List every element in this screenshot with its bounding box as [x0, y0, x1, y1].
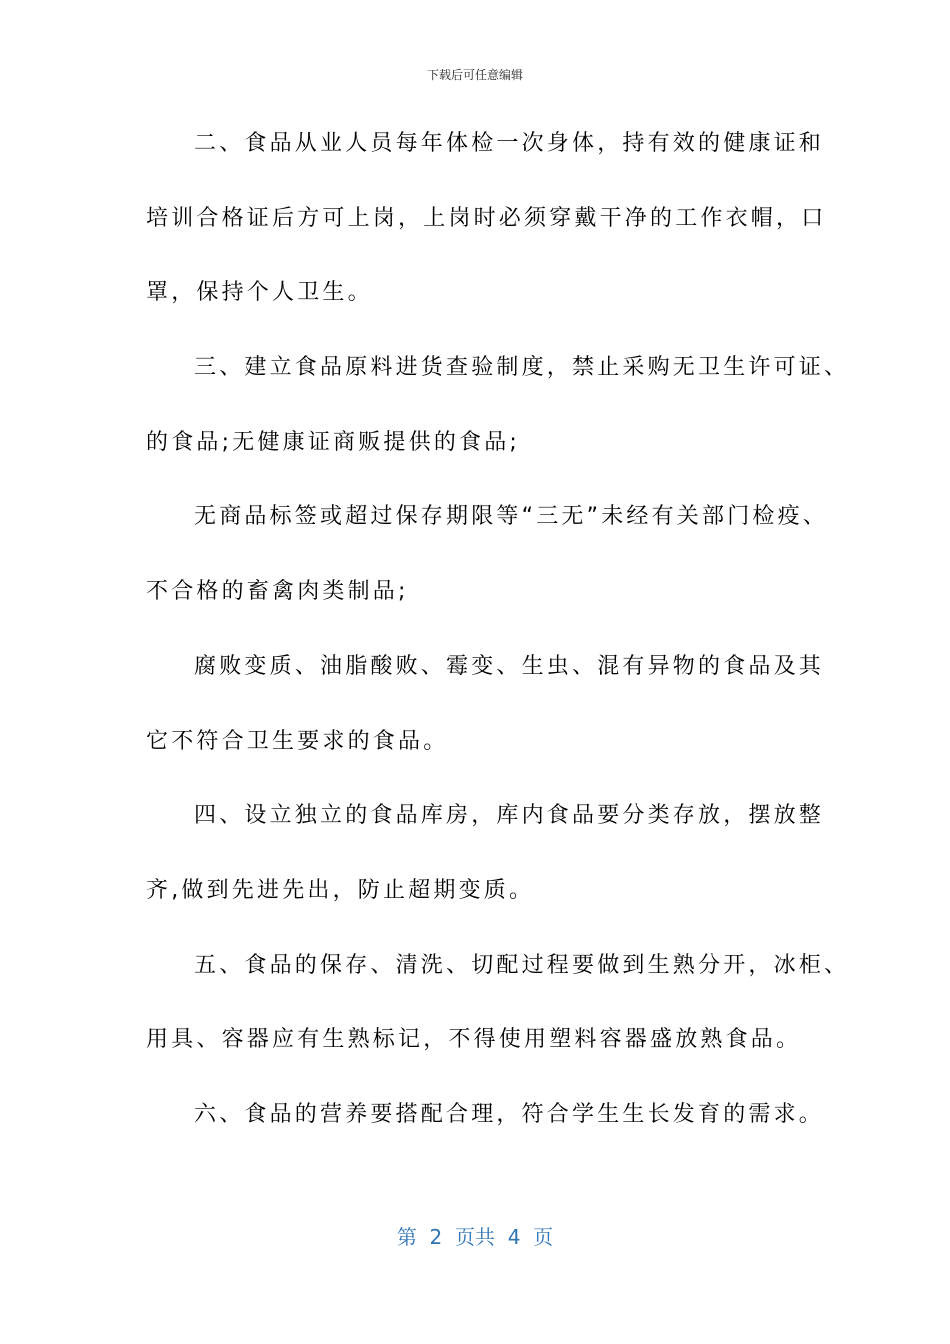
text-line: 四、设立独立的食品库房，库内食品要分类存放，摆放整: [194, 803, 825, 829]
text-line: 不合格的畜禽肉类制品;: [146, 579, 409, 605]
text-line: 六、食品的营养要搭配合理，符合学生生长发育的需求。: [194, 1101, 825, 1127]
text-line: 二、食品从业人员每年体检一次身体，持有效的健康证和: [194, 131, 825, 156]
text-line: 无商品标签或超过保存期限等“三无”未经有关部门检疫、: [194, 504, 828, 530]
text-line: 罩，保持个人卫生。: [146, 280, 373, 306]
text-line: 它不符合卫生要求的食品。: [146, 728, 449, 754]
text-line: 腐败变质、油脂酸败、霉变、生虫、混有异物的食品及其: [194, 653, 825, 679]
text-line: 齐,做到先进先出，防止超期变质。: [146, 877, 535, 903]
text-line: 三、建立食品原料进货查验制度，禁止采购无卫生许可证、: [194, 355, 850, 381]
text-line: 培训合格证后方可上岗，上岗时必须穿戴干净的工作衣帽，口: [146, 205, 827, 231]
page-number-footer: 第 2 页共 4 页: [396, 1225, 554, 1249]
text-line: 的食品;无健康证商贩提供的食品;: [146, 429, 521, 455]
text-line: 用具、容器应有生熟标记，不得使用塑料容器盛放熟食品。: [146, 1027, 802, 1053]
document-body: [146, 124, 850, 1170]
page-header-note: 下载后可任意编辑: [426, 68, 523, 82]
text-line: 五、食品的保存、清洗、切配过程要做到生熟分开，冰柜、: [194, 952, 850, 978]
